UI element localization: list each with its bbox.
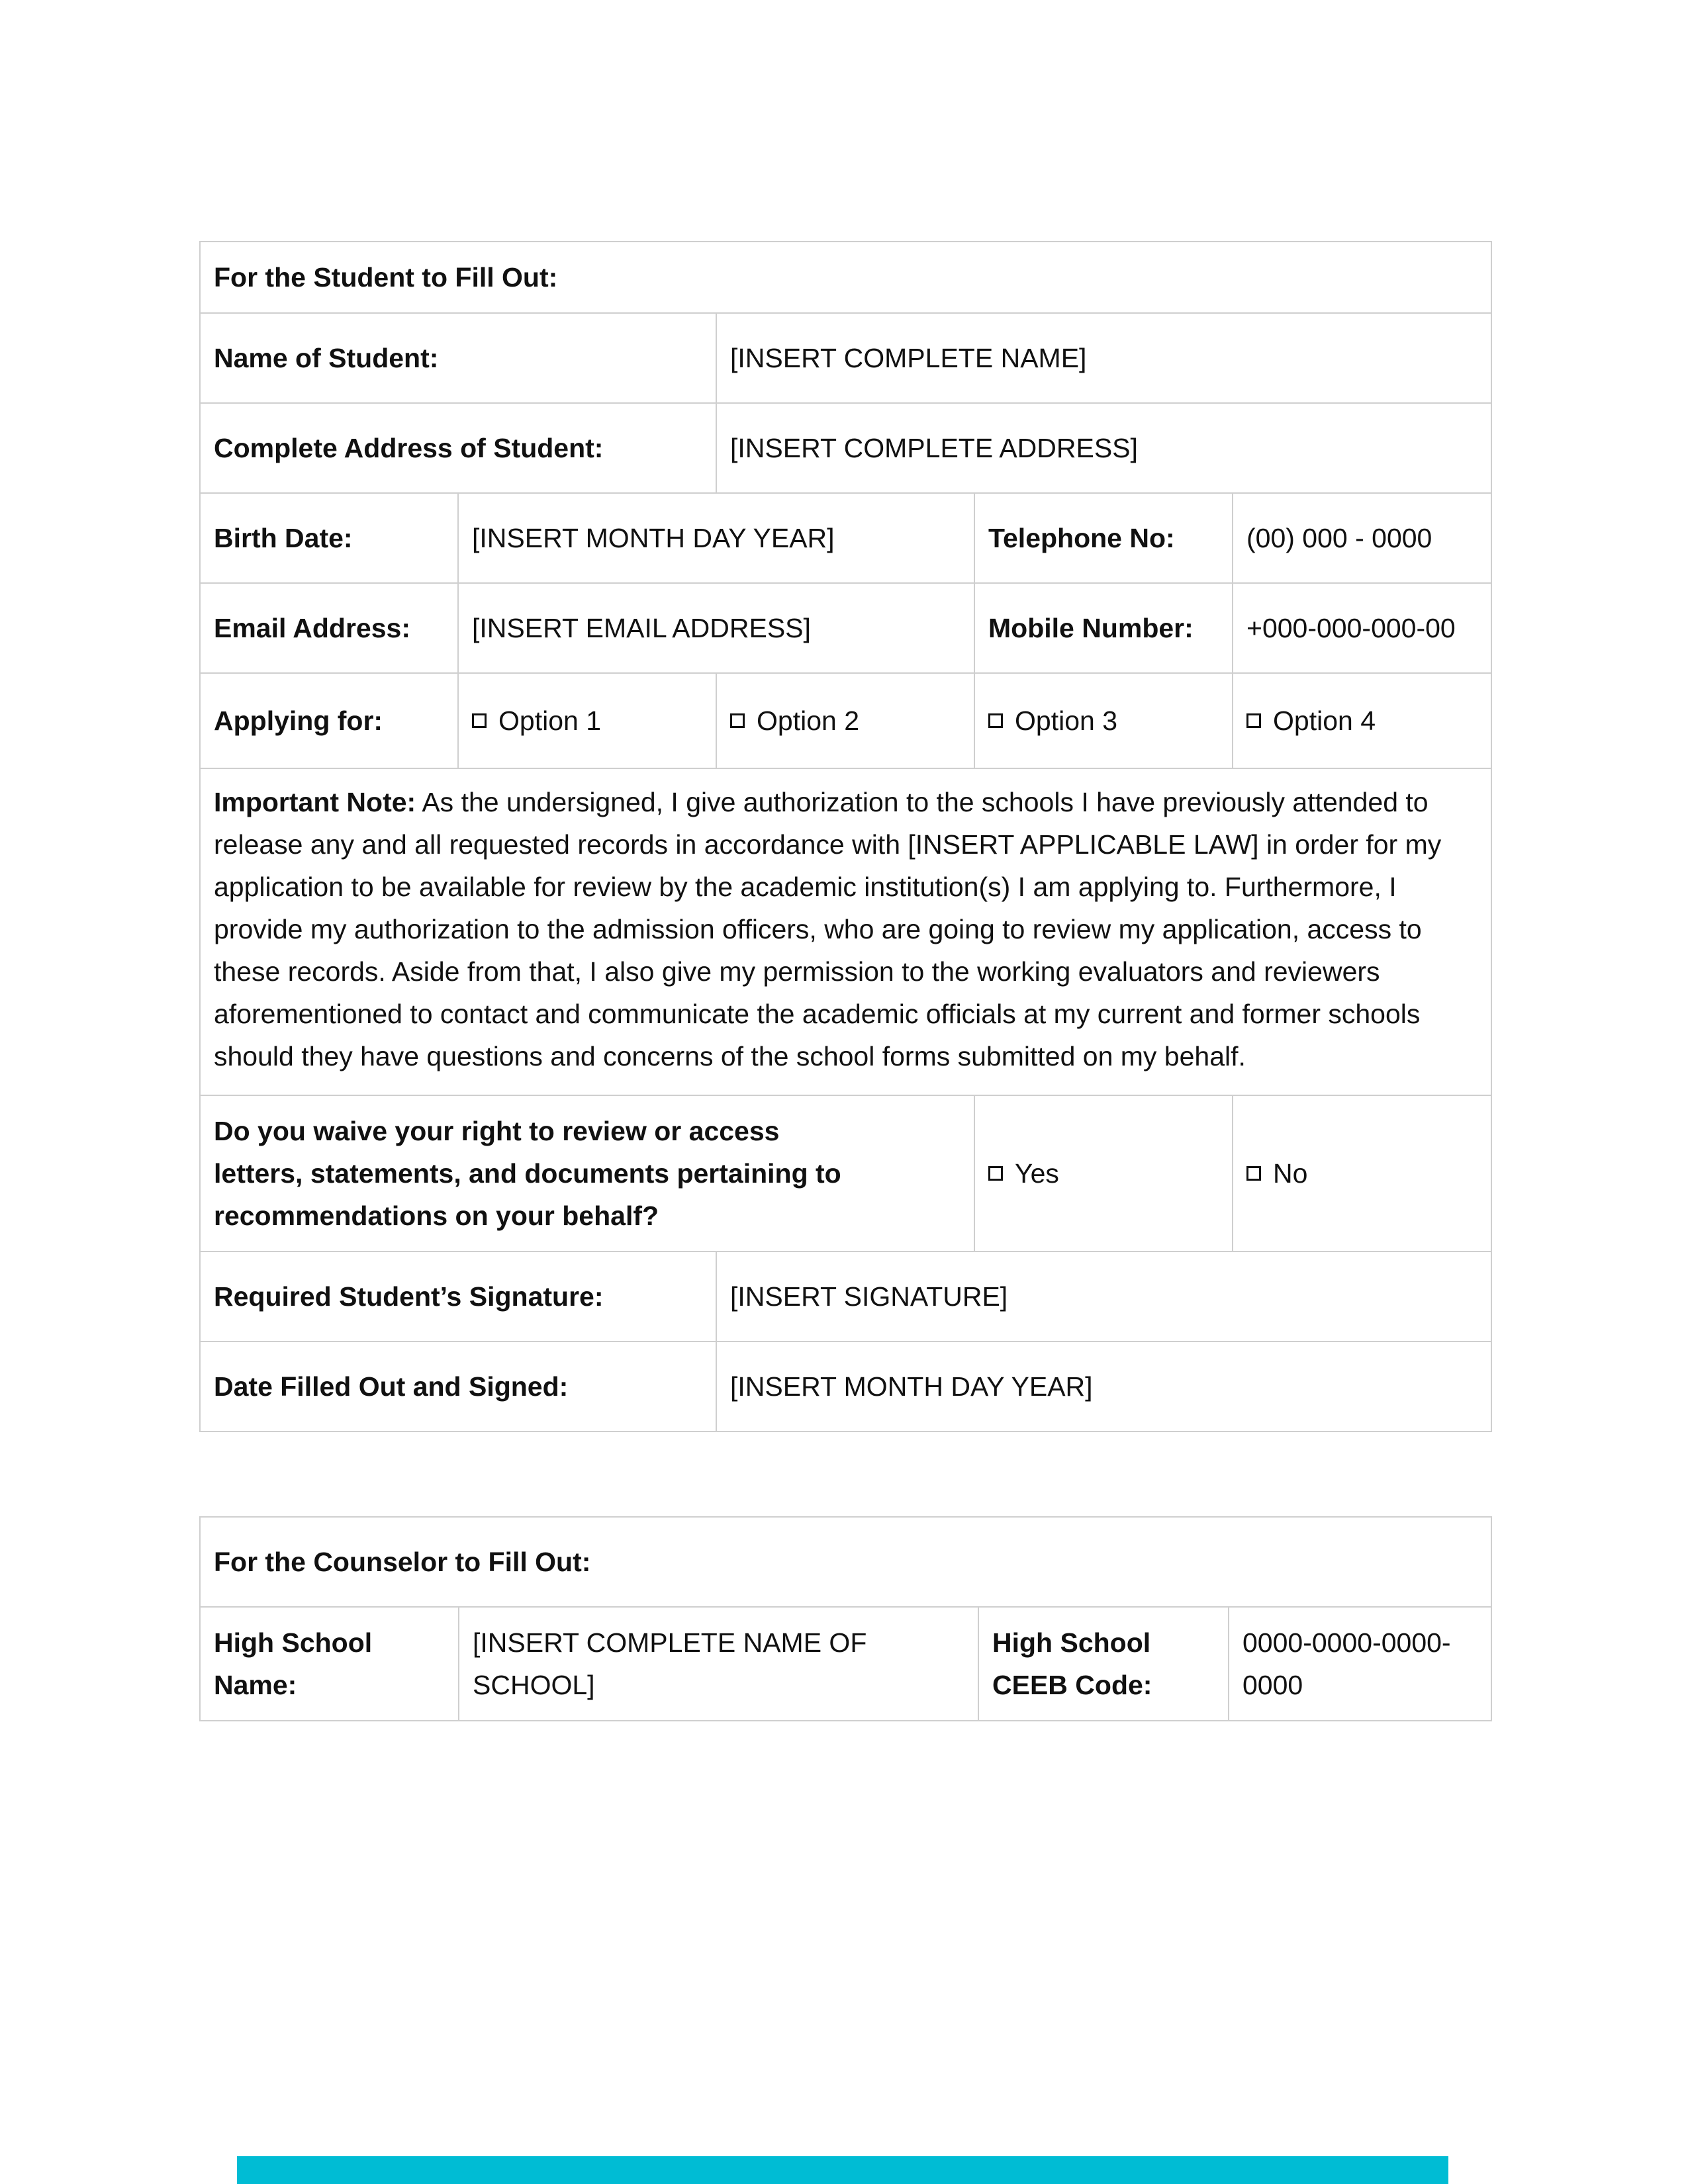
counselor-form-table [199,1516,1492,1721]
option-2-checkbox[interactable] [716,673,974,768]
signature-label: Required Student’s Signature: [200,1251,716,1342]
checkbox-icon [988,1166,1003,1181]
option-1-checkbox[interactable] [458,673,716,768]
email-label: Email Address: [200,583,458,673]
ceeb-code-field[interactable]: 0000-0000-0000-0000 [1229,1607,1491,1721]
checkbox-icon [988,713,1003,728]
option-4-label: Option 4 [1273,705,1376,736]
mobile-field[interactable]: +000-000-000-00 [1233,583,1491,673]
date-signed-label: Date Filled Out and Signed: [200,1342,716,1432]
important-note-text: As the undersigned, I give authorization to the schools I have previously attended to release any and all requested records in accordance with [INSERT APPLICABLE LAW] in order for my application to be available for review by the academic institution(s) I am applying to. Furthermore, I provide my authorization to the admission officers, who are going to review my application, access to these records. Aside from that, I also give my permission to the working evaluators and reviewers aforementioned to contact and communicate the academic officials at my current and former schools should they have questions and concerns of the school forms submitted on my behalf. [214,787,1442,1071]
option-1-label: Option 1 [498,705,601,736]
applying-for-label: Applying for: [200,673,458,768]
address-label: Complete Address of Student: [200,403,716,493]
address-field[interactable]: [INSERT COMPLETE ADDRESS] [716,403,1491,493]
student-form-header: For the Student to Fill Out: [200,242,1491,313]
option-3-checkbox[interactable] [974,673,1233,768]
important-note-label: Important Note: [214,787,416,817]
waive-no-checkbox[interactable] [1233,1095,1491,1251]
name-label: Name of Student: [200,313,716,403]
school-name-field[interactable]: [INSERT COMPLETE NAME OF SCHOOL] [459,1607,978,1721]
telephone-field[interactable]: (00) 000 - 0000 [1233,493,1491,583]
signature-field[interactable]: [INSERT SIGNATURE] [716,1251,1491,1342]
yes-label: Yes [1015,1158,1059,1189]
checkbox-icon [1246,1166,1261,1181]
name-field[interactable]: [INSERT COMPLETE NAME] [716,313,1491,403]
important-note [200,768,1491,1095]
school-name-label: High School Name: [200,1607,459,1721]
option-4-checkbox[interactable] [1233,673,1491,768]
email-field[interactable]: [INSERT EMAIL ADDRESS] [458,583,974,673]
waive-yes-checkbox[interactable] [974,1095,1233,1251]
birth-date-field[interactable]: [INSERT MONTH DAY YEAR] [458,493,974,583]
waive-question: Do you waive your right to review or access letters, statements, and documents pertaining to recommendations on your behalf? [200,1095,974,1251]
telephone-label: Telephone No: [974,493,1233,583]
option-2-label: Option 2 [757,705,859,736]
birth-date-label: Birth Date: [200,493,458,583]
no-label: No [1273,1158,1308,1189]
mobile-label: Mobile Number: [974,583,1233,673]
checkbox-icon [472,713,487,728]
student-form-table [199,241,1492,1432]
ceeb-code-label: High School CEEB Code: [978,1607,1229,1721]
counselor-form-header: For the Counselor to Fill Out: [200,1517,1491,1607]
date-signed-field[interactable]: [INSERT MONTH DAY YEAR] [716,1342,1491,1432]
footer-accent-bar [237,2156,1448,2184]
checkbox-icon [1246,713,1261,728]
checkbox-icon [730,713,745,728]
option-3-label: Option 3 [1015,705,1117,736]
